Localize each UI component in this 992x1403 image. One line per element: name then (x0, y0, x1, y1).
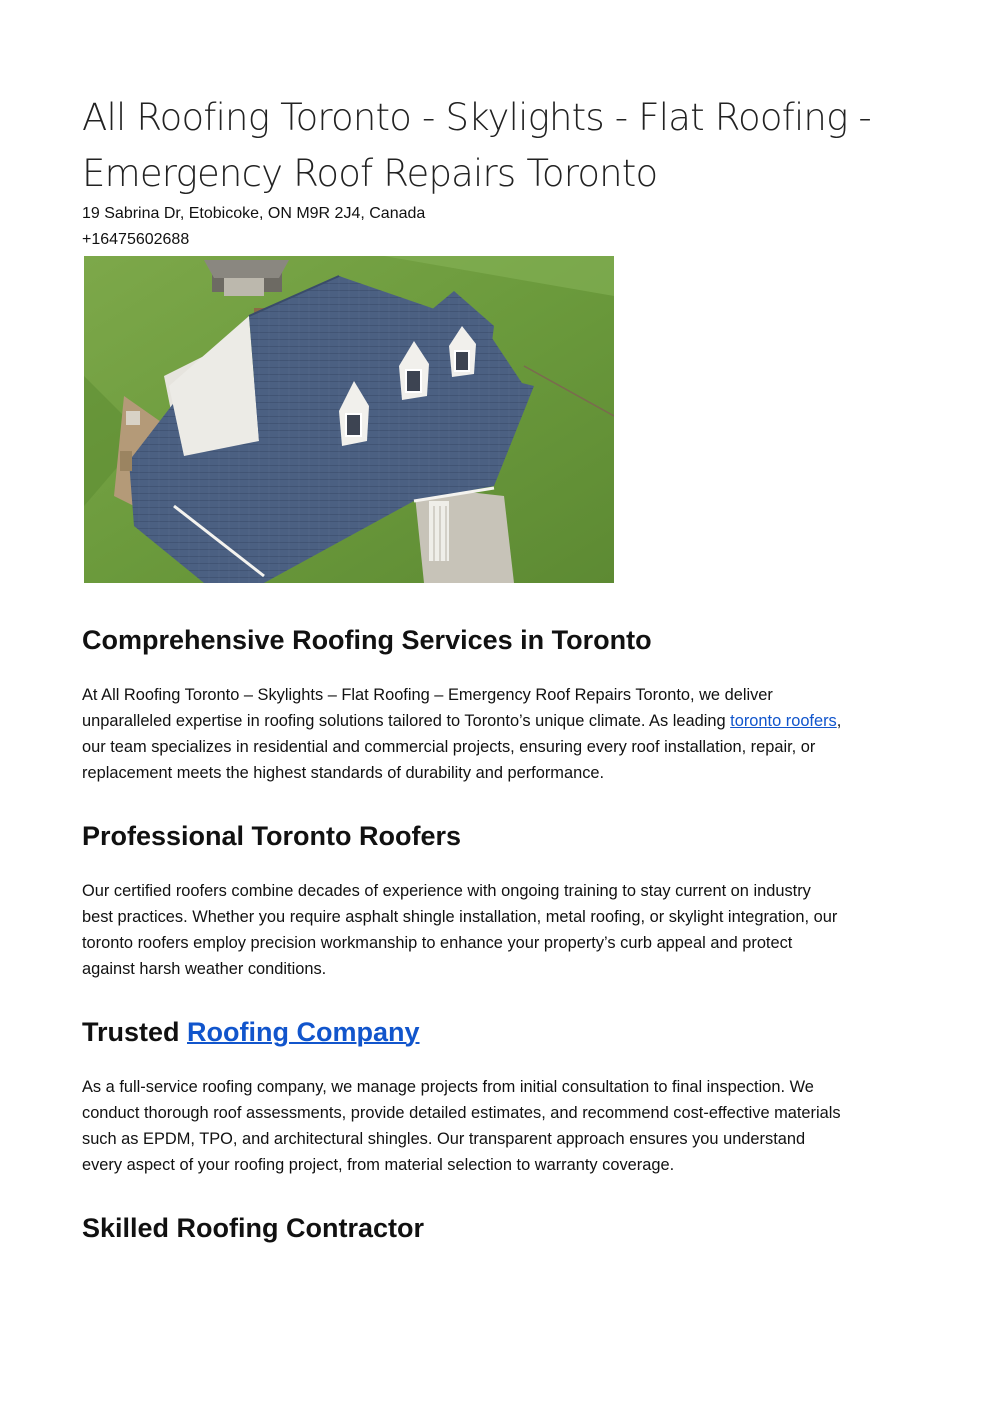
roofers-line-1: Our certified roofers combine decades of experience with ongoing training to stay current on industry (82, 882, 811, 900)
page-title (82, 90, 920, 202)
roofers-line-3: toronto roofers employ precision workmanship to enhance your property’s curb appeal and protect (82, 934, 793, 952)
services-line-4: replacement meets the highest standards of durability and performance. (82, 764, 605, 782)
business-phone: +16475602688 (82, 231, 190, 248)
business-address: 19 Sabrina Dr, Etobicoke, ON M9R 2J4, Canada (82, 205, 426, 222)
heading-professional-roofers: Professional Toronto Roofers (82, 821, 462, 851)
services-line-2 (82, 708, 920, 734)
services-line-2-text: unparalleled expertise in roofing solutions tailored to Toronto’s unique climate. As leading (82, 712, 731, 730)
company-line-1: As a full-service roofing company, we manage projects from initial consultation to final inspection. We (82, 1078, 814, 1096)
heading-skilled-contractor: Skilled Roofing Contractor (82, 1213, 425, 1243)
heading-comprehensive-services: Comprehensive Roofing Services in Toronto (82, 625, 652, 655)
page-title-line-2: Emergency Roof Repairs Toronto (82, 152, 658, 195)
services-line-2-comma: , (836, 712, 842, 730)
services-line-1: At All Roofing Toronto – Skylights – Flat Roofing – Emergency Roof Repairs Toronto, we deliver (82, 686, 773, 704)
company-line-2: conduct thorough roof assessments, provide detailed estimates, and recommend cost-effective materials (82, 1104, 841, 1122)
services-line-3: our team specializes in residential and commercial projects, ensuring every roof installation, repair, or (82, 738, 816, 756)
paragraph-services (82, 682, 920, 786)
garden-shed (204, 260, 289, 296)
toronto-roofers-link[interactable]: toronto roofers (730, 712, 837, 730)
roofers-line-4: against harsh weather conditions. (82, 960, 327, 978)
house-roof-illustration (84, 256, 614, 583)
roofing-company-link[interactable]: Roofing Company (187, 1017, 420, 1047)
company-line-4: every aspect of your roofing project, from material selection to warranty coverage. (82, 1156, 675, 1174)
paragraph-roofers (82, 878, 920, 982)
company-line-3: such as EPDM, TPO, and architectural shingles. Our transparent approach ensures you understand (82, 1130, 806, 1148)
page-title-line-1: All Roofing Toronto - Skylights - Flat Roofing - (82, 96, 871, 139)
house-roof-photo (84, 256, 614, 583)
roofers-line-2: best practices. Whether you require asphalt shingle installation, metal roofing, or skylight integration, our (82, 908, 838, 926)
heading-trusted-prefix: Trusted (82, 1017, 188, 1047)
paragraph-company (82, 1074, 920, 1178)
heading-trusted-company (82, 1015, 420, 1049)
